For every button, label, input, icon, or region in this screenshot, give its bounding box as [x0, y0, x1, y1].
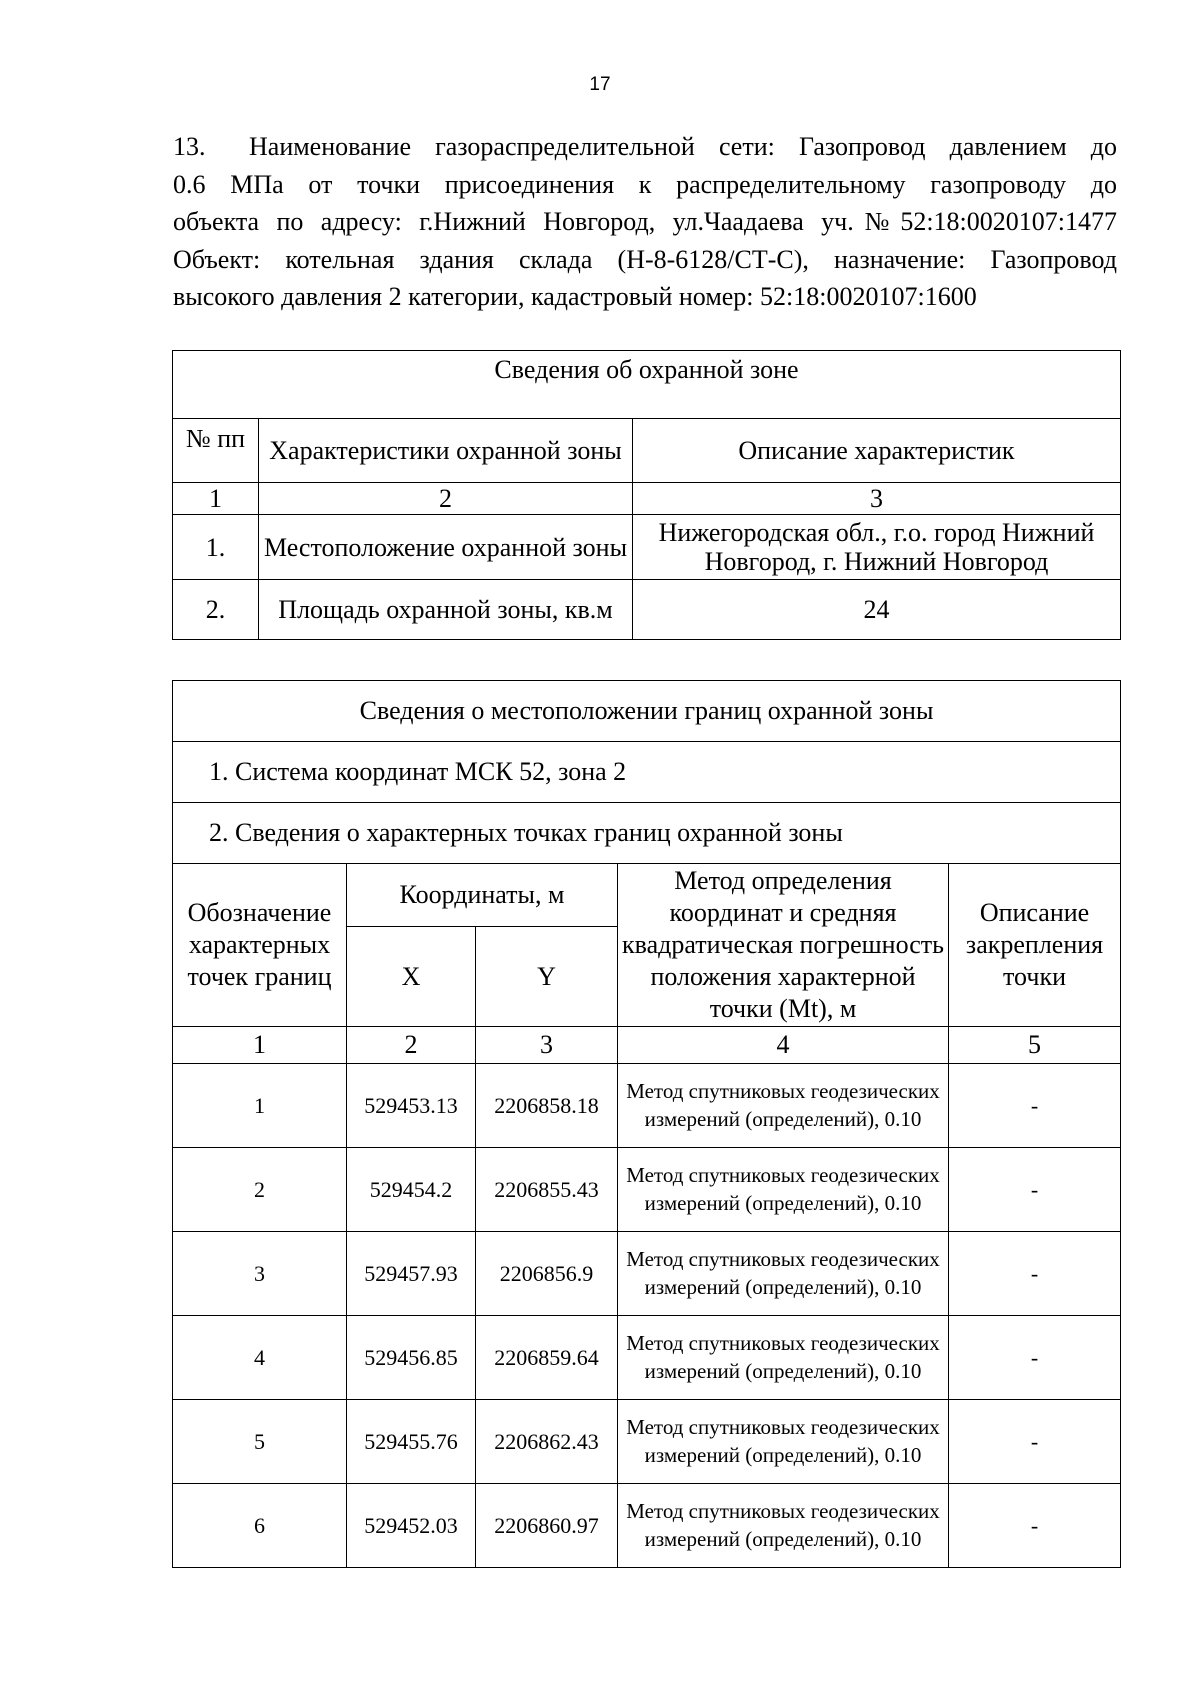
point-fixing: -: [949, 1232, 1121, 1316]
point-id: 4: [173, 1316, 347, 1400]
table-row: [173, 580, 1121, 640]
row-number: 1.: [173, 515, 259, 580]
table-row: [173, 1232, 1121, 1316]
column-number: 4: [618, 1027, 949, 1064]
point-fixing: -: [949, 1064, 1121, 1148]
header-designation: Обозначение характерных точек границ: [173, 864, 347, 1027]
column-number: 3: [633, 483, 1121, 515]
point-x: 529452.03: [347, 1484, 476, 1568]
point-fixing: -: [949, 1400, 1121, 1484]
point-id: 5: [173, 1400, 347, 1484]
boundary-points-table: [172, 680, 1121, 1568]
header-description: Описание характеристик: [633, 419, 1121, 483]
row-number: 2.: [173, 580, 259, 640]
header-coordinates: Координаты, м: [347, 864, 618, 927]
point-y: 2206855.43: [476, 1148, 618, 1232]
point-method: Метод спутниковых геодезических измерений (определений), 0.10: [618, 1148, 949, 1232]
protection-zone-table: [172, 350, 1121, 640]
column-number: 3: [476, 1027, 618, 1064]
point-method: Метод спутниковых геодезических измерений (определений), 0.10: [618, 1064, 949, 1148]
table-row: [173, 1148, 1121, 1232]
point-fixing: -: [949, 1484, 1121, 1568]
description-line: 13. Наименование газораспределительной сети: Газопровод давлением до: [173, 128, 1117, 166]
description-line: высокого давления 2 категории, кадастровый номер: 52:18:0020107:1600: [173, 282, 977, 311]
table-row: [173, 515, 1121, 580]
point-method: Метод спутниковых геодезических измерений (определений), 0.10: [618, 1400, 949, 1484]
point-y: 2206859.64: [476, 1316, 618, 1400]
bounds-table-title: Сведения о местоположении границ охранной зоны: [173, 681, 1121, 742]
point-fixing: -: [949, 1316, 1121, 1400]
point-x: 529457.93: [347, 1232, 476, 1316]
header-characteristic: Характеристики охранной зоны: [259, 419, 633, 483]
table-row: [173, 1400, 1121, 1484]
point-id: 3: [173, 1232, 347, 1316]
point-y: 2206860.97: [476, 1484, 618, 1568]
header-method: Метод определения координат и средняя квадратическая погрешность положения характерной точки (Mt), м: [618, 864, 949, 1027]
coordinate-system: 1. Система координат МСК 52, зона 2: [173, 742, 1121, 803]
description-line: Объект: котельная здания склада (Н-8-6128/СТ-С), назначение: Газопровод: [173, 244, 1117, 274]
point-y: 2206862.43: [476, 1400, 618, 1484]
point-x: 529455.76: [347, 1400, 476, 1484]
column-number: 1: [173, 483, 259, 515]
point-y: 2206856.9: [476, 1232, 618, 1316]
point-method: Метод спутниковых геодезических измерений (определений), 0.10: [618, 1232, 949, 1316]
header-x: X: [347, 927, 476, 1027]
table-row: [173, 1484, 1121, 1568]
point-method: Метод спутниковых геодезических измерений (определений), 0.10: [618, 1316, 949, 1400]
row-characteristic: Площадь охранной зоны, кв.м: [259, 580, 633, 640]
row-description: 24: [633, 580, 1121, 640]
table-row: [173, 1316, 1121, 1400]
column-number: 2: [347, 1027, 476, 1064]
points-section-title: 2. Сведения о характерных точках границ охранной зоны: [173, 803, 1121, 864]
point-x: 529454.2: [347, 1148, 476, 1232]
point-y: 2206858.18: [476, 1064, 618, 1148]
column-number: 1: [173, 1027, 347, 1064]
point-id: 1: [173, 1064, 347, 1148]
zone-table-title: Сведения об охранной зоне: [173, 351, 1121, 419]
column-number: 5: [949, 1027, 1121, 1064]
description-line: объекта по адресу: г.Нижний Новгород, ул.Чаадаева уч.№52:18:0020107:1477: [173, 207, 1117, 236]
point-x: 529453.13: [347, 1064, 476, 1148]
header-number: № пп: [173, 419, 259, 483]
row-description: Нижегородская обл., г.о. город Нижний Новгород, г. Нижний Новгород: [633, 515, 1121, 580]
point-x: 529456.85: [347, 1316, 476, 1400]
page-number: 17: [589, 74, 611, 95]
point-id: 6: [173, 1484, 347, 1568]
network-description: [173, 128, 1117, 316]
item-number: 13.: [173, 132, 206, 161]
description-line: 0.6 МПа от точки присоединения к распределительному газопроводу до: [173, 169, 1117, 199]
point-method: Метод спутниковых геодезических измерений (определений), 0.10: [618, 1484, 949, 1568]
table-row: [173, 1064, 1121, 1148]
point-fixing: -: [949, 1148, 1121, 1232]
header-fixing: Описание закрепления точки: [949, 864, 1121, 1027]
point-id: 2: [173, 1148, 347, 1232]
row-characteristic: Местоположение охранной зоны: [259, 515, 633, 580]
header-y: Y: [476, 927, 618, 1027]
column-number: 2: [259, 483, 633, 515]
